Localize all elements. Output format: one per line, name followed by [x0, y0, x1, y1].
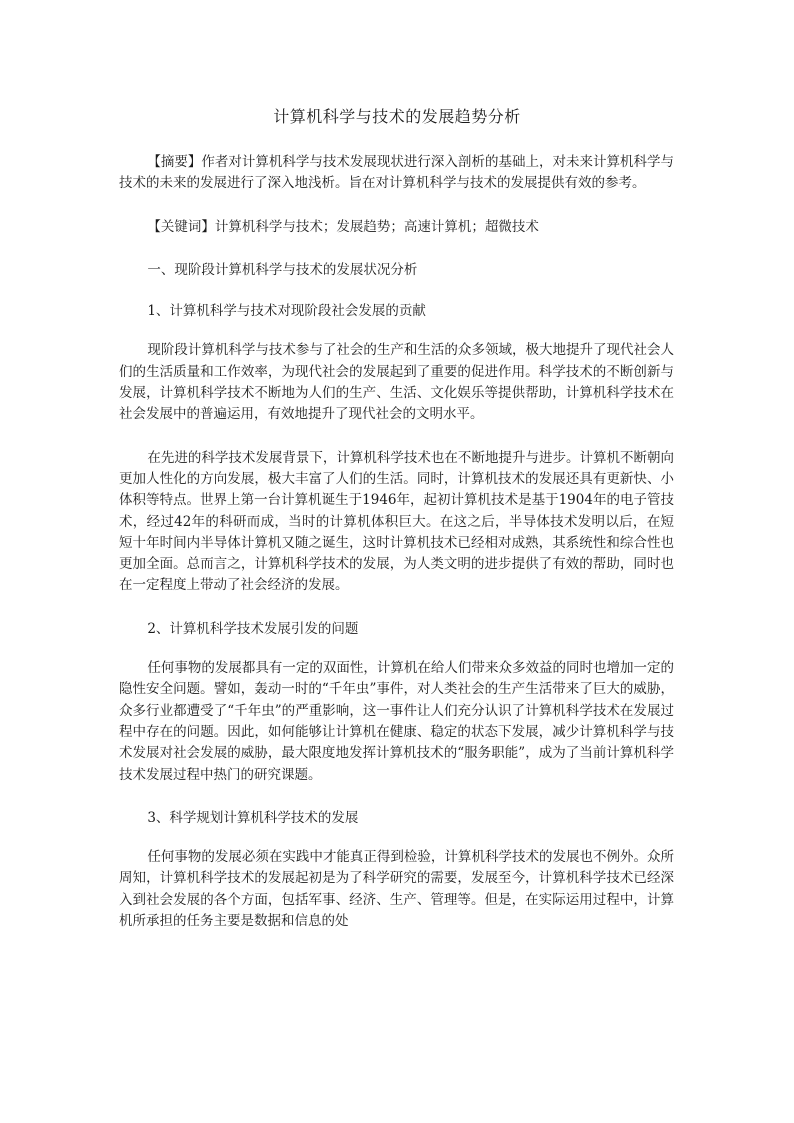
- section-heading-1: 一、现阶段计算机科学与技术的发展状况分析: [147, 261, 418, 278]
- keywords-paragraph: 【关键词】计算机科学与技术；发展趋势；高速计算机；超微技术: [147, 218, 539, 235]
- body-paragraph-1: 现阶段计算机科学与技术参与了社会的生产和生活的众多领域，极大地提升了现代社会人们的生活质量和工作效率，为现代社会的发展起到了重要的促进作用。科学技术的不断创新与发展，计算机科学技术不断地为人们的生产、生活、文化娱乐等提供帮助，计算机科学技术在社会发展中的普遍运用，有效地提升了现代社会的文明水平。: [119, 342, 674, 423]
- body-paragraph-4: 任何事物的发展必须在实践中才能真正得到检验，计算机科学技术的发展也不例外。众所周知，计算机科学技术的发展起初是为了科学研究的需要，发展至今，计算机科学技术已经深入到社会发展的各个方面，包括军事、经济、生产、管理等。但是，在实际运用过程中，计算机所承担的任务主要是数据和信息的处: [119, 849, 674, 930]
- document-body: [119, 152, 674, 954]
- subsection-heading-2: 2、计算机科学技术发展引发的问题: [147, 620, 359, 637]
- abstract-paragraph: 【摘要】作者对计算机科学与技术发展现状进行深入剖析的基础上，对未来计算机科学与技术的未来的发展进行了深入地浅析。旨在对计算机科学与技术的发展提供有效的参考。: [119, 154, 674, 192]
- document-title: 计算机科学与技术的发展趋势分析: [273, 107, 521, 126]
- body-paragraph-2: 在先进的科学技术发展背景下，计算机科学技术也在不断地提升与进步。计算机不断朝向更加人性化的方向发展，极大丰富了人们的生活。同时，计算机技术的发展还具有更新快、小体积等特点。世界上第一台计算机诞生于1946年，起初计算机技术是基于1904年的电子管技术，经过42年的科研而成，当时的计算机体积巨大。在这之后，半导体技术发明以后，在短短十年时间内半导体计算机又随之诞生，这时计算机技术已经相对成熟，其系统性和综合性也更加全面。总而言之，计算机科学技术的发展，为人类文明的进步提供了有效的帮助，同时也在一定程度上带动了社会经济的发展。: [119, 449, 674, 594]
- subsection-heading-3: 3、科学规划计算机科学技术的发展: [147, 809, 359, 826]
- body-paragraph-3: 任何事物的发展都具有一定的双面性，计算机在给人们带来众多效益的同时也增加一定的隐性安全问题。譬如，轰动一时的“千年虫”事件，对人类社会的生产生活带来了巨大的威胁，众多行业都遭受了“千年虫”的严重影响，这一事件让人们充分认识了计算机科学技术在发展过程中存在的问题。因此，如何能够让计算机在健康、稳定的状态下发展，减少计算机科学与技术发展对社会发展的威胁，最大限度地发挥计算机技术的“服务职能”，成为了当前计算机科学技术发展过程中热门的研究课题。: [119, 660, 674, 783]
- subsection-heading-1: 1、计算机科学与技术对现阶段社会发展的贡献: [147, 303, 426, 320]
